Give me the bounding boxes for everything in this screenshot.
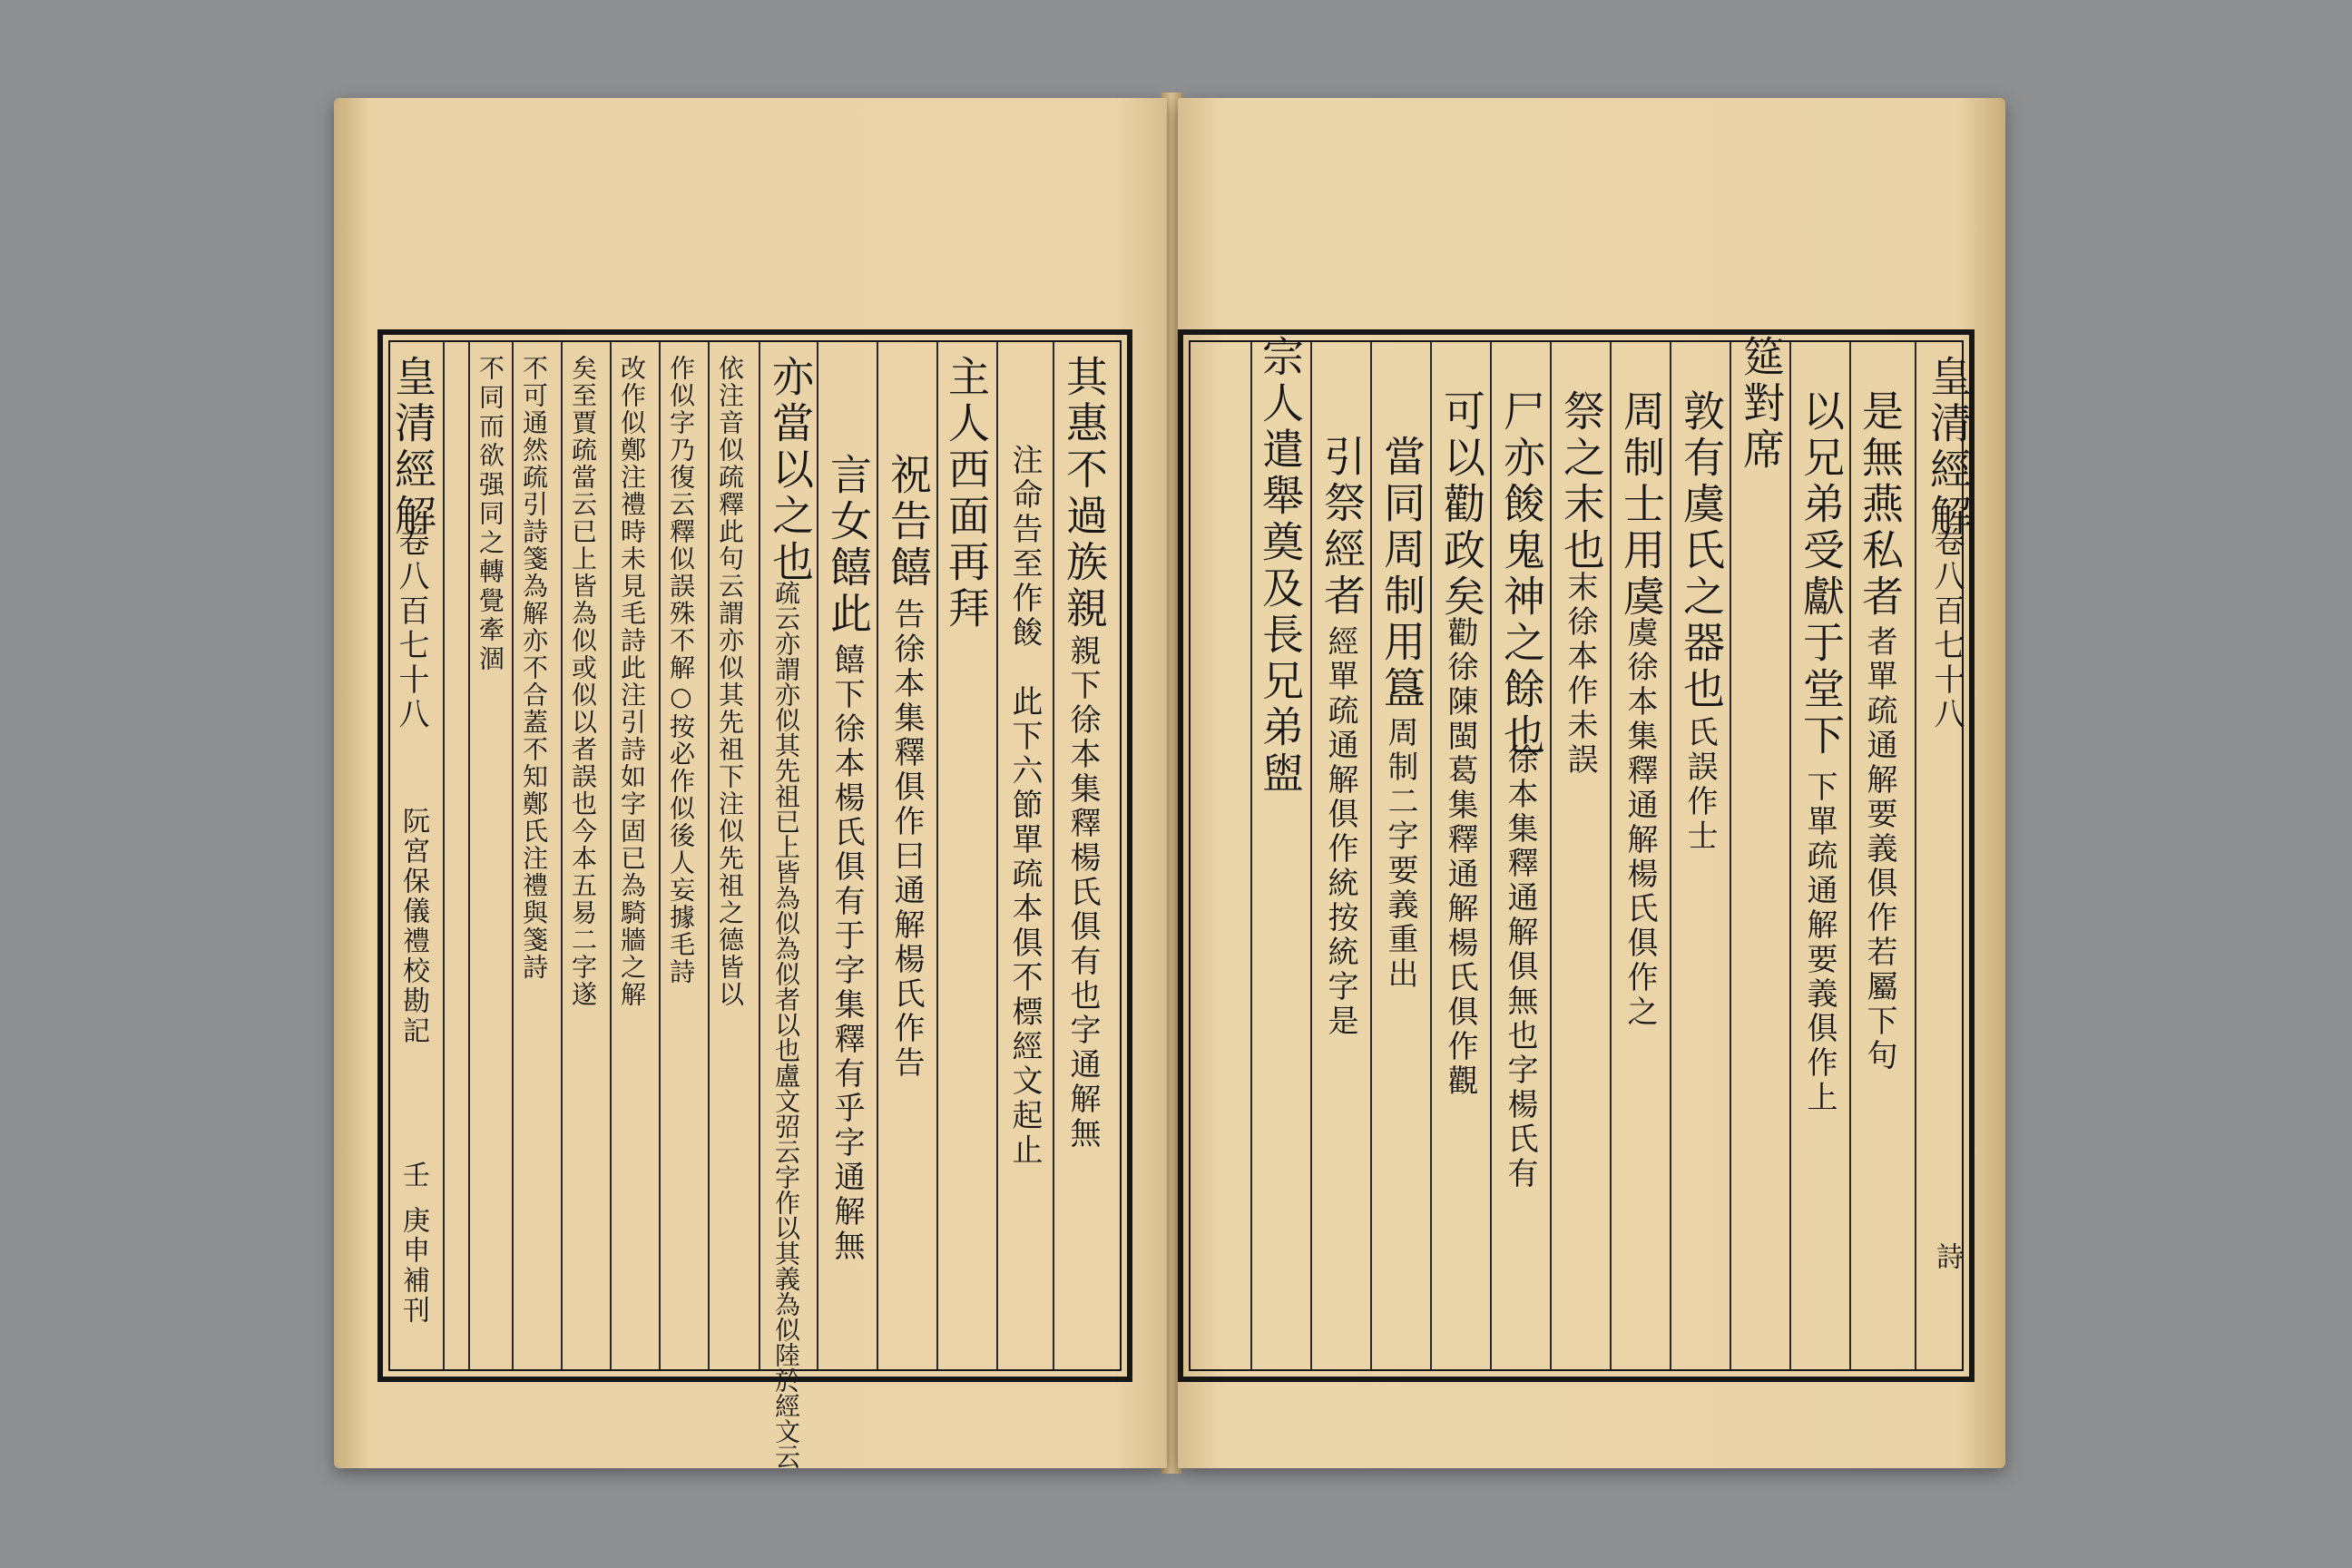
right-col-11-main: 宗人遣舉奠及長兄弟盥 <box>1256 335 1305 798</box>
right-page-frame <box>1178 329 1975 1382</box>
open-book <box>334 98 2005 1468</box>
right-col-6-note: 末徐本作未誤 <box>1562 571 1598 778</box>
left-col-3-main: 主人西面再拜 <box>942 355 991 632</box>
right-margin-volume: 卷八百七十八 <box>1928 525 1965 732</box>
right-col-5-main: 周制士用虞 <box>1617 389 1666 621</box>
right-col-4-note: 氏誤作士 <box>1681 716 1718 854</box>
left-col-1-note: 親下徐本集釋楊氏俱有也字通解無 <box>1064 634 1101 1152</box>
left-col-11-note: 不可通然疏引詩箋為解亦不合蓋不知鄭氏注禮與箋詩 <box>519 355 549 981</box>
left-col-4-main: 祝告饎 <box>884 453 933 592</box>
right-margin-title: 皇清經解 <box>1924 355 1973 540</box>
right-margin-page: 詩 <box>1931 1242 1963 1272</box>
left-page-frame <box>377 329 1132 1469</box>
right-col-7-main: 尸亦餕鬼神之餘也 <box>1497 389 1546 760</box>
left-col-2-note: 注命告至作餕 此下六節單疏本俱不標經文起止 <box>1006 444 1043 1168</box>
right-col-7-note: 徐本集釋通解俱無也字楊氏有 <box>1502 743 1538 1191</box>
right-col-10-note: 經單疏通解俱作統按統字是 <box>1322 625 1358 1039</box>
left-col-6-note: 疏云亦謂亦似其先祖已上皆為似為似者以也盧文弨云字作以其義為似陸於經文云 <box>771 580 801 1469</box>
left-col-7-note: 依注音似疏釋此句云謂亦似其先祖下注似先祖之德皆以 <box>715 355 745 1008</box>
right-col-1-main: 是無燕私者 <box>1856 389 1905 621</box>
right-col-9-note: 周制二字要義重出 <box>1382 716 1418 992</box>
left-margin-title: 皇清經解 <box>388 355 437 540</box>
right-col-2-main: 以兄弟受獻于堂下 <box>1797 389 1846 760</box>
right-col-8-main: 可以勸政矣 <box>1437 389 1486 621</box>
left-margin-note: 庚申補刊 <box>397 1206 429 1326</box>
left-page <box>334 98 1167 1468</box>
right-col-9-main: 當同周制用簋 <box>1377 435 1426 712</box>
right-col-10-main: 引祭經者 <box>1318 435 1367 620</box>
right-col-8-note: 勸徐陳閩葛集釋通解楊氏俱作觀 <box>1442 616 1478 1099</box>
left-col-12-note: 不同而欲强同之轉覺牽涸 <box>475 355 505 674</box>
right-col-4-main: 敦有虞氏之器也 <box>1677 389 1726 713</box>
right-col-5-note: 虞徐本集釋通解楊氏俱作之 <box>1622 616 1658 1030</box>
right-col-1-note: 者單疏通解要義俱作若屬下句 <box>1861 625 1897 1073</box>
left-col-10-note: 矣至賈疏當云已上皆為似或似以者誤也今本五易二字遂 <box>568 355 598 1008</box>
left-col-1-main: 其惠不過族親 <box>1060 355 1109 632</box>
right-page <box>1178 98 2005 1468</box>
left-col-4-note: 告徐本集釋俱作曰通解楊氏作告 <box>888 598 925 1081</box>
right-col-6-main: 祭之末也 <box>1557 389 1606 574</box>
left-col-6-main: 亦當以之也 <box>766 355 815 586</box>
left-col-5-main: 言女饎此 <box>824 453 873 638</box>
right-col-3-main: 筵對席 <box>1737 335 1786 474</box>
left-margin-page: 壬 <box>397 1161 429 1191</box>
left-col-9-note: 改作似鄭注禮時未見毛詩此注引詩如字固已為騎牆之解 <box>617 355 647 1008</box>
left-margin-book: 阮宮保儀禮校勘記 <box>397 807 429 1046</box>
left-col-8-note: 作似字乃復云釋似誤殊不解○按必作似後人妄據毛詩 <box>666 355 696 985</box>
left-margin-volume: 卷八百七十八 <box>393 525 429 732</box>
left-col-5-note: 饎下徐本楊氏俱有于字集釋有乎字通解無 <box>828 643 865 1264</box>
right-col-2-note: 下單疏通解要義俱作上 <box>1801 770 1838 1115</box>
